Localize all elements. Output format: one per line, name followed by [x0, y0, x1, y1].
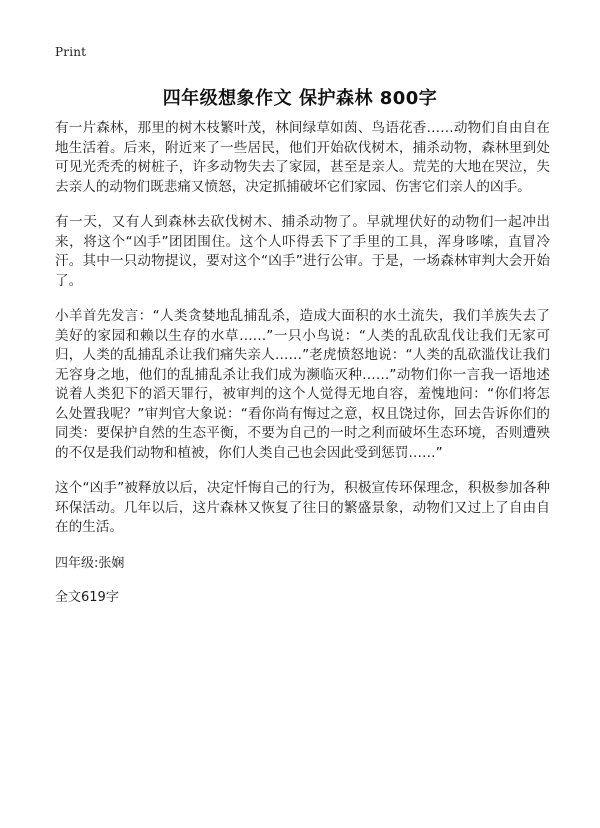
paragraph-3: 小羊首先发言：“人类贪婪地乱捕乱杀，造成大面积的水土流失，我们羊族失去了美好的家园和赖以生存的水草……”一只小鸟说：“人类的乱砍乱伐让我们无家可归，人类的乱捕乱杀让我们痛失亲人……”老虎愤怒地说：“人类的乱砍滥伐让我们无容身之地，他们的乱捕乱杀让我们成为濒临灭种……”动物们你一言我一语地述说着人类犯下的滔天罪行，被审判的这个人觉得无地自容，羞愧地问：“你们将怎么处置我呢？”审判官大象说：“看你尚有悔过之意，权且饶过你，回去告诉你们的同类：要保护自然的生态平衡，不要为自己的一时之利而破坏生态环境，否则遭殃的不仅是我们动物和植被，你们人类自己也会因此受到惩罚……”	[55, 308, 550, 461]
paragraph-2: 有一天，又有人到森林去砍伐树木、捕杀动物了。早就埋伏好的动物们一起冲出来，将这个“凶手”团团围住。这个人吓得丢下了手里的工具，浑身哆嗦，直冒冷汗。其中一只动物提议，要对这个“凶手”进行公审。于是，一场森林审判大会开始了。	[55, 214, 550, 289]
author-line: 四年级:张娴	[55, 555, 125, 571]
article-title: 四年级想象作文 保护森林 800字	[162, 88, 438, 109]
print-link[interactable]: Print	[55, 45, 87, 59]
word-count: 全文619字	[55, 589, 119, 605]
paragraph-4: 这个“凶手”被释放以后，决定忏悔自己的行为，积极宣传环保理念，积极参加各种环保活动。几年以后，这片森林又恢复了往日的繁盛景象，动物们又过上了自由自在的生活。	[55, 480, 550, 535]
paragraph-1: 有一片森林，那里的树木枝繁叶茂，林间绿草如茵、鸟语花香……动物们自由自在地生活着。后来，附近来了一些居民，他们开始砍伐树木，捕杀动物，森林里到处可见光秃秃的树桩子，许多动物失去了家园，甚至是亲人。荒芜的大地在哭泣，失去亲人的动物们既悲痛又愤怒，决定抓捕破坏它们家园、伤害它们亲人的凶手。	[55, 120, 550, 195]
article-body	[55, 119, 550, 607]
